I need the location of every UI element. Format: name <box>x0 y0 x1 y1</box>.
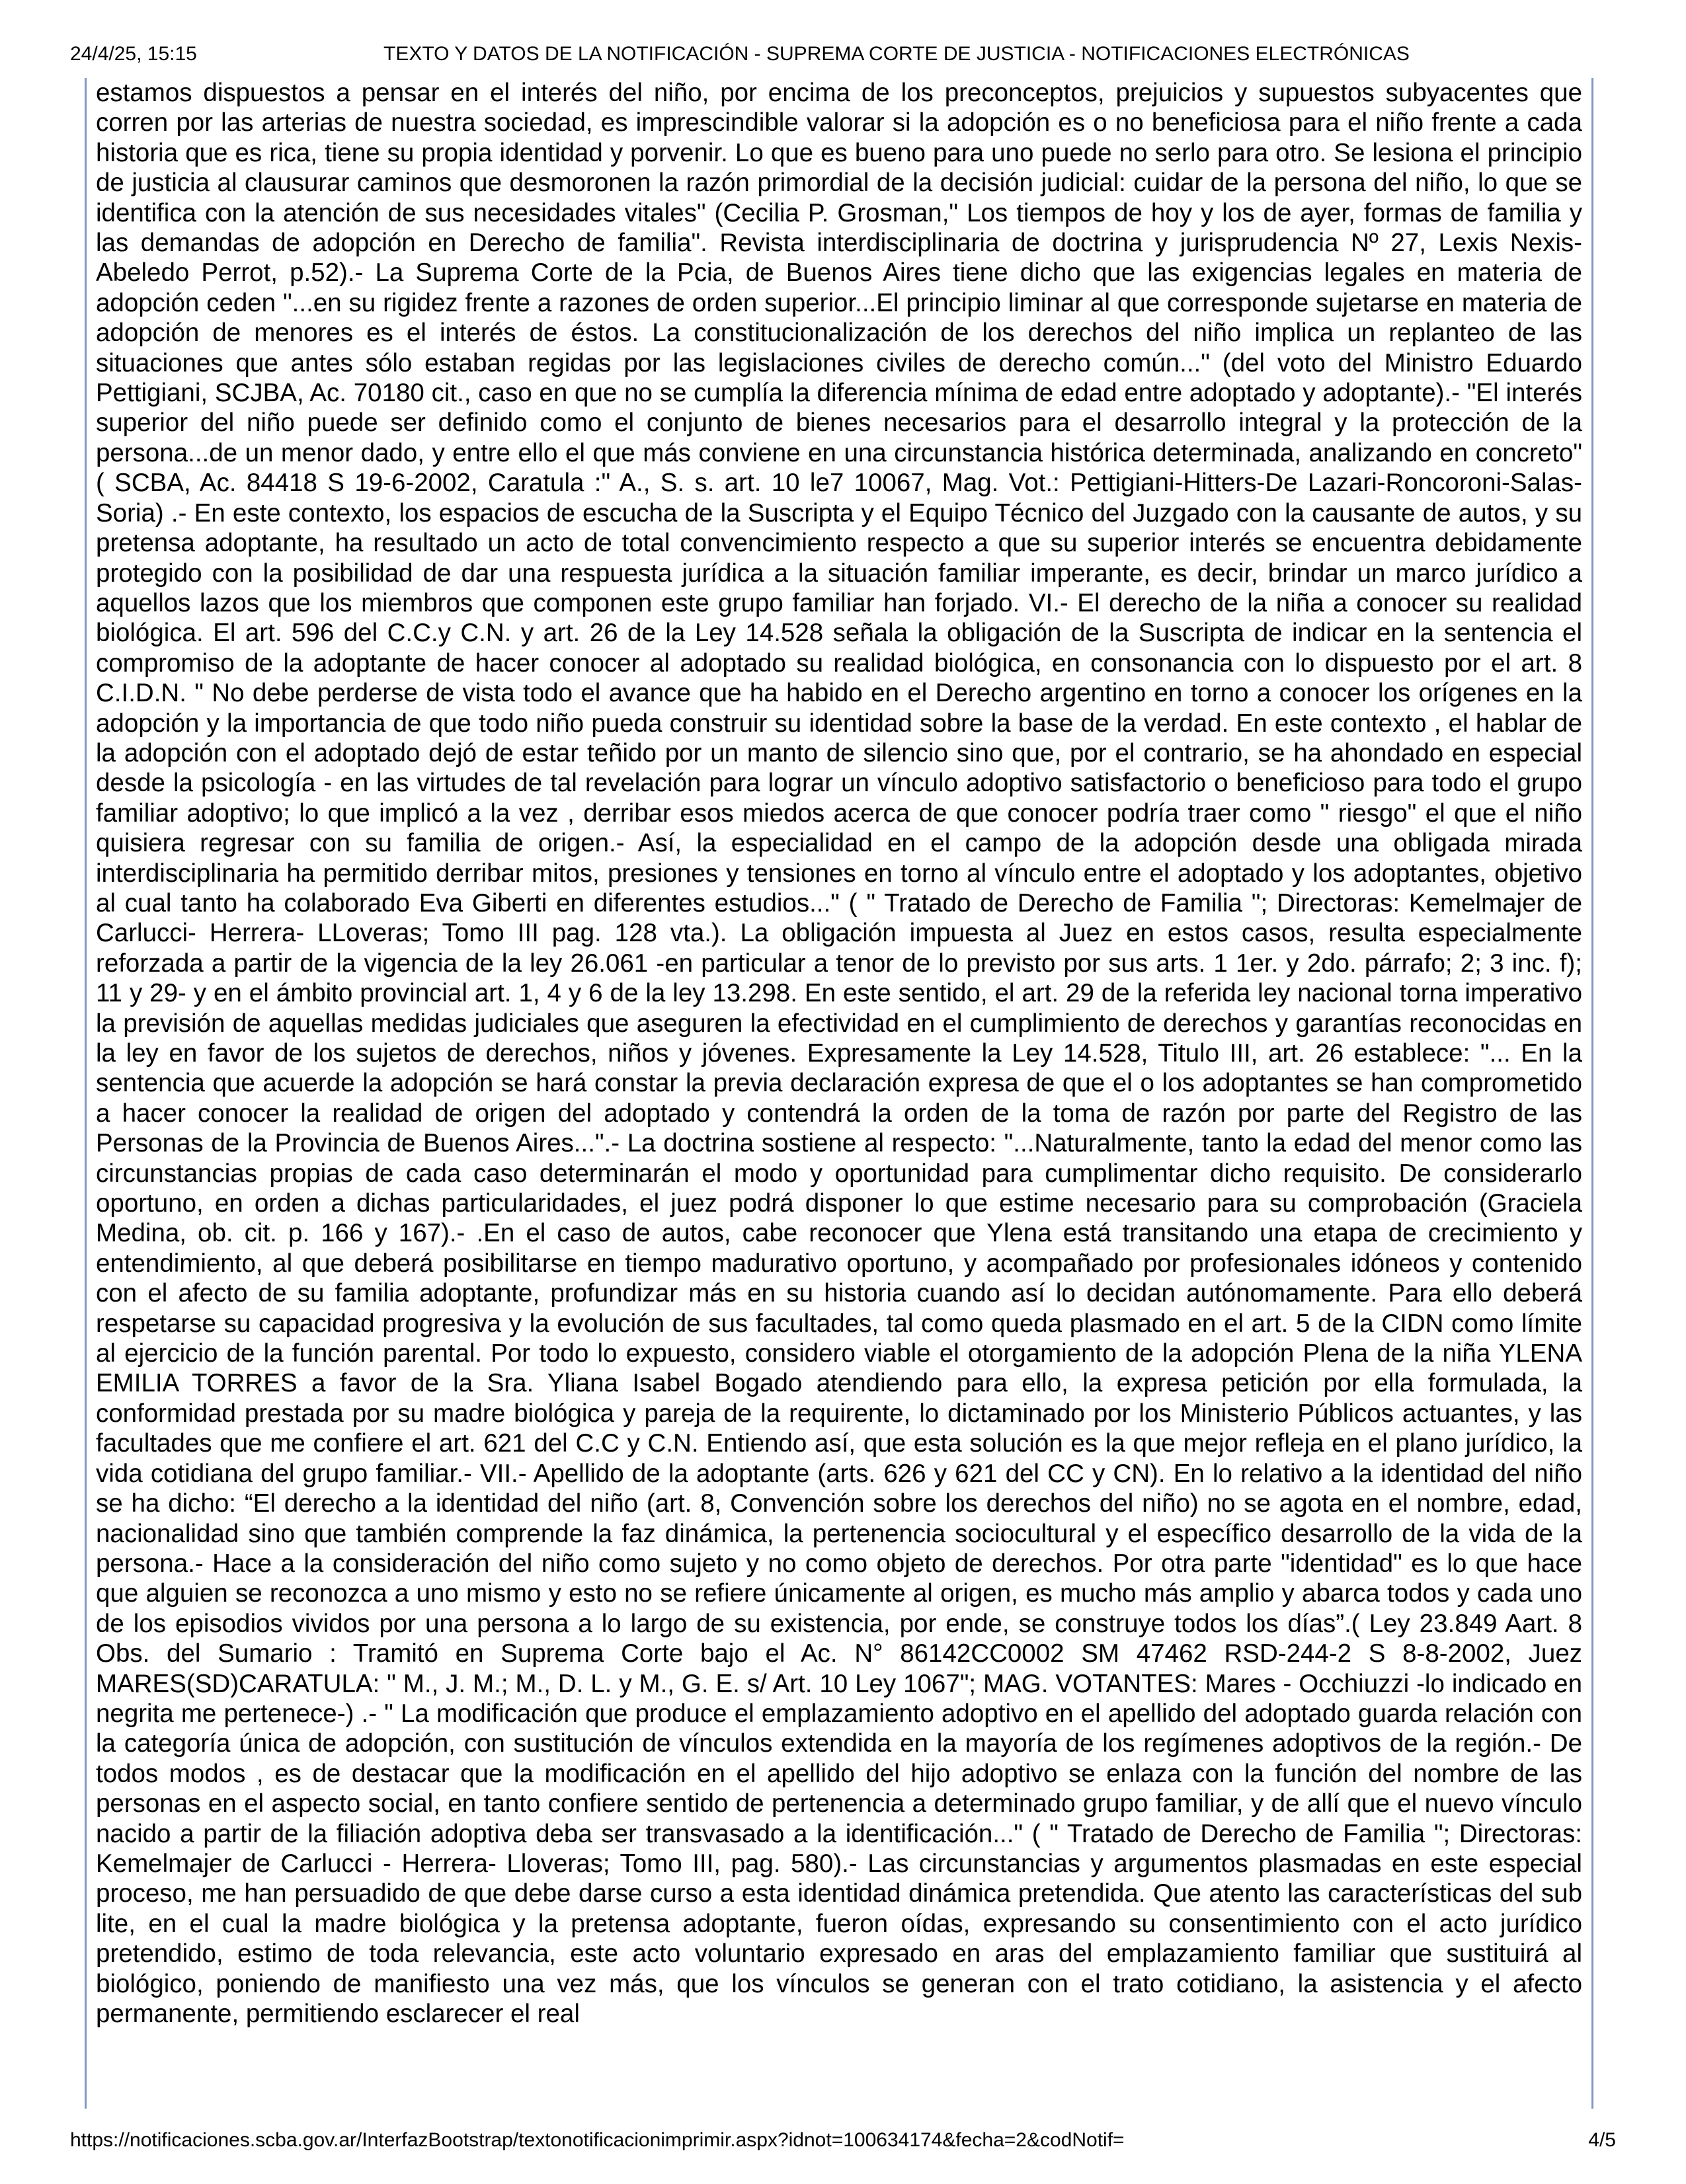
print-header <box>70 41 1616 67</box>
print-date: 24/4/25, 15:15 <box>70 43 197 65</box>
notification-text-frame <box>85 78 1593 2109</box>
page-number: 4/5 <box>1588 2129 1616 2151</box>
notification-body-text: estamos dispuestos a pensar en el interés del niño, por encima de los preconceptos, prejuicios y supuestos subyacentes que corren por las arterias de nuestra sociedad, es imprescindible valorar si la adopción es o no beneficiosa para el niño frente a cada historia que es rica, tiene su propia identidad y porvenir. Lo que es bueno para uno puede no serlo para otro. Se lesiona el principio de justicia al clausurar caminos que desmoronen la razón primordial de la decisión judicial: cuidar de la persona del niño, lo que se identifica con la atención de sus necesidades vitales" (Cecilia P. Grosman," Los tiempos de hoy y los de ayer, formas de familia y las demandas de adopción en Derecho de familia". Revista interdisciplinaria de doctrina y jurisprudencia Nº 27, Lexis Nexis-Abeledo Perrot, p.52).- La Suprema Corte de la Pcia, de Buenos Aires tiene dicho que las exigencias legales en materia de adopción ceden "...en su rigidez frente a razones de orden superior...El principio liminar al que corresponde sujetarse en materia de adopción de menores es el interés de éstos. La constitucionalización de los derechos del niño implica un replanteo de las situaciones que antes sólo estaban regidas por las legislaciones civiles de derecho común..." (del voto del Ministro Eduardo Pettigiani, SCJBA, Ac. 70180 cit., caso en que no se cumplía la diferencia mínima de edad entre adoptado y adoptante).- "El interés superior del niño puede ser definido como el conjunto de bienes necesarios para el desarrollo integral y la protección de la persona...de un menor dado, y entre ello el que más conviene en una circunstancia histórica determinada, analizando en concreto" ( SCBA, Ac. 84418 S 19-6-2002, Caratula :" A., S. s. art. 10 le7 10067, Mag. Vot.: Pettigiani-Hitters-De Lazari-Roncoroni-Salas-Soria) .- En este contexto, los espacios de escucha de la Suscripta y el Equipo Técnico del Juzgado con la causante de autos, y su pretensa adoptante, ha resultado un acto de total convencimiento respecto a que su superior interés se encuentra debidamente protegido con la posibilidad de dar una respuesta jurídica a la situación familiar imperante, es decir, brindar un marco jurídico a aquellos lazos que los miembros que componen este grupo familiar han forjado. VI.- El derecho de la niña a conocer su realidad biológica. El art. 596 del C.C.y C.N. y art. 26 de la Ley 14.528 señala la obligación de la Suscripta de indicar en la sentencia el compromiso de la adoptante de hacer conocer al adoptado su realidad biológica, en consonancia con lo dispuesto por el art. 8 C.I.D.N. " No debe perderse de vista todo el avance que ha habido en el Derecho argentino en torno a conocer los orígenes en la adopción y la importancia de que todo niño pueda construir su identidad sobre la base de la verdad. En este contexto , el hablar de la adopción con el adoptado dejó de estar teñido por un manto de silencio sino que, por el contrario, se ha ahondado en especial desde la psicología - en las virtudes de tal revelación para lograr un vínculo adoptivo satisfactorio o beneficioso para todo el grupo familiar adoptivo; lo que implicó a la vez , derribar esos miedos acerca de que conocer podría traer como " riesgo" el que el niño quisiera regresar con su familia de origen.- Así, la especialidad en el campo de la adopción desde una obligada mirada interdisciplinaria ha permitido derribar mitos, presiones y tensiones en torno al vínculo entre el adoptado y los adoptantes, objetivo al cual tanto ha colaborado Eva Giberti en diferentes estudios..." ( " Tratado de Derecho de Familia "; Directoras: Kemelmajer de Carlucci- Herrera- LLoveras; Tomo III pag. 128 vta.). La obligación impuesta al Juez en estos casos, resulta especialmente reforzada a partir de la vigencia de la ley 26.061 -en particular a tenor de lo previsto por sus arts. 1 1er. y 2do. párrafo; 2; 3 inc. f); 11 y 29- y en el ámbito provincial art. 1, 4 y 6 de la ley 13.298. En este sentido, el art. 29 de la referida ley nacional torna imperativo la previsión de aquellas medidas judiciales que aseguren la efectividad en el cumplimiento de derechos y garantías reconocidas en la ley en favor de los sujetos de derechos, niños y jóvenes. Expresamente la Ley 14.528, Titulo III, art. 26 establece: "... En la sentencia que acuerde la adopción se hará constar la previa declaración expresa de que el o los adoptantes se han comprometido a hacer conocer la realidad de origen del adoptado y contendrá la orden de la toma de razón por parte del Registro de las Personas de la Provincia de Buenos Aires...".- La doctrina sostiene al respecto: "...Naturalmente, tanto la edad del menor como las circunstancias propias de cada caso determinarán el modo y oportunidad para cumplimentar dicho requisito. De considerarlo oportuno, en orden a dichas particularidades, el juez podrá disponer lo que estime necesario para su comprobación (Graciela Medina, ob. cit. p. 166 y 167).- .En el caso de autos, cabe reconocer que Ylena está transitando una etapa de crecimiento y entendimiento, al que deberá posibilitarse en tiempo madurativo oportuno, y acompañado por profesionales idóneos y contenido con el afecto de su familia adoptante, profundizar más en su historia cuando así lo decidan autónomamente. Para ello deberá respetarse su capacidad progresiva y la evolución de sus facultades, tal como queda plasmado en el art. 5 de la CIDN como límite al ejercicio de la función parental. Por todo lo expuesto, considero viable el otorgamiento de la adopción Plena de la niña YLENA EMILIA TORRES a favor de la Sra. Yliana Isabel Bogado atendiendo para ello, la expresa petición por ella formulada, la conformidad prestada por su madre biológica y pareja de la requirente, lo dictaminado por los Ministerio Públicos actuantes, y las facultades que me confiere el art. 621 del C.C y C.N. Entiendo así, que esta solución es la que mejor refleja en el plano jurídico, la vida cotidiana del grupo familiar.- VII.- Apellido de la adoptante (arts. 626 y 621 del CC y CN). En lo relativo a la identidad del niño se ha dicho: “El derecho a la identidad del niño (art. 8, Convención sobre los derechos del niño) no se agota en el nombre, edad, nacionalidad sino que también comprende la faz dinámica, la pertenencia sociocultural y el específico desarrollo de la vida de la persona.- Hace a la consideración del niño como sujeto y no como objeto de derechos. Por otra parte "identidad" es lo que hace que alguien se reconozca a uno mismo y esto no se refiere únicamente al origen, es mucho más amplio y abarca todos y cada uno de los episodios vividos por una persona a lo largo de su existencia, por ende, se construye todos los días”.( Ley 23.849 Aart. 8 Obs. del Sumario : Tramitó en Suprema Corte bajo el Ac. N° 86142CC0002 SM 47462 RSD-244-2 S 8-8-2002, Juez MARES(SD)CARATULA: " M., J. M.; M., D. L. y M., G. E. s/ Art. 10 Ley 1067"; MAG. VOTANTES: Mares - Occhiuzzi -lo indicado en negrita me pertenece-) .- " La modificación que produce el emplazamiento adoptivo en el apellido del adoptado guarda relación con la categoría única de adopción, con sustitución de vínculos extendida en la mayoría de los regímenes adoptivos de la región.- De todos modos , es de destacar que la modificación en el apellido del hijo adoptivo se enlaza con la función del nombre de las personas en el aspecto social, en tanto confiere sentido de pertenencia a determinado grupo familiar, y de allí que el nuevo vínculo nacido a partir de la filiación adoptiva deba ser transvasado a la identificación..." ( " Tratado de Derecho de Familia "; Directoras: Kemelmajer de Carlucci - Herrera- Lloveras; Tomo III, pag. 580).- Las circunstancias y argumentos plasmadas en este especial proceso, me han persuadido de que debe darse curso a esta identidad dinámica pretendida. Que atento las características del sub lite, en el cual la madre biológica y la pretensa adoptante, fueron oídas, expresando su consentimiento con el acto jurídico pretendido, estimo de toda relevancia, este acto voluntario expresado en aras del emplazamiento familiar que sustituirá al biológico, poniendo de manifiesto una vez más, que los vínculos se generan con el trato cotidiano, la asistencia y el afecto permanente, permitiendo esclarecer el real <box>96 79 1582 2028</box>
page-url: https://notificaciones.scba.gov.ar/InterfazBootstrap/textonotificacionimprimir.aspx?idnot=100634174&fecha=2&codNotif= <box>70 2129 1125 2151</box>
document-title: TEXTO Y DATOS DE LA NOTIFICACIÓN - SUPREMA CORTE DE JUSTICIA - NOTIFICACIONES ELECTRÓNICAS <box>383 43 1410 65</box>
print-footer <box>70 2127 1616 2154</box>
